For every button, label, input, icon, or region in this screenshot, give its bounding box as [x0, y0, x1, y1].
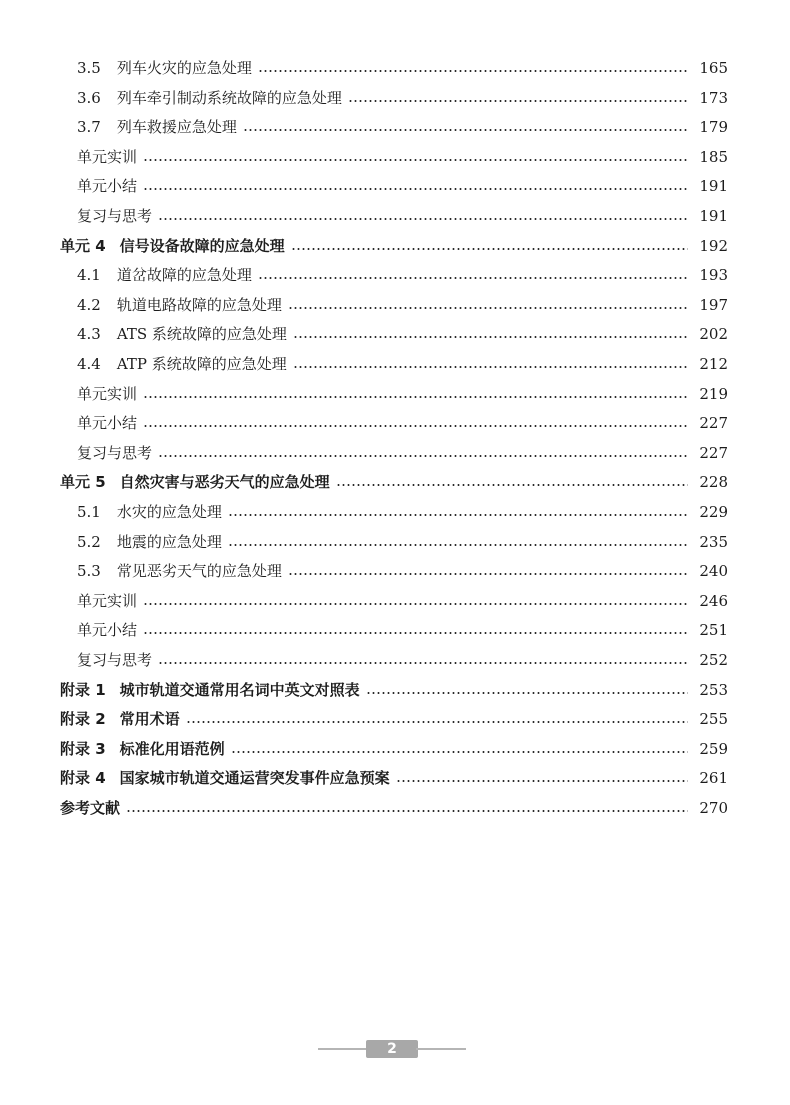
toc-dot-leader [288, 573, 688, 575]
toc-dot-leader [143, 188, 688, 190]
toc-entry-title: 复习与思考 [77, 443, 153, 462]
page-footer [318, 1040, 466, 1058]
toc-entry-title: 列车火灾的应急处理 [116, 59, 252, 77]
toc-entry-page: 212 [699, 355, 728, 373]
toc-entry-number: 3.5 [77, 59, 101, 77]
toc-entry-title: 自然灾害与恶劣天气的应急处理 [119, 473, 330, 492]
toc-entry[interactable] [77, 113, 728, 141]
toc-entry[interactable] [77, 646, 728, 674]
toc-dot-leader [186, 721, 688, 723]
toc-dot-leader [143, 632, 688, 634]
toc-dot-leader [158, 455, 688, 457]
toc-entry-page: 192 [699, 236, 728, 255]
toc-entry-page: 185 [699, 147, 728, 166]
toc-entry[interactable] [60, 735, 728, 763]
toc-dot-leader [258, 70, 688, 72]
toc-dot-leader [293, 366, 688, 368]
toc-entry-number: 3.7 [77, 118, 101, 137]
toc-entry-page: 165 [699, 59, 728, 77]
toc-entry[interactable] [77, 557, 728, 585]
toc-entry-title: 单元小结 [77, 414, 138, 433]
toc-entry[interactable] [77, 320, 728, 348]
toc-entry-number: 4.2 [77, 295, 101, 314]
toc-entry-number: 单元 4 [60, 236, 106, 255]
toc-entry[interactable] [77, 350, 728, 378]
toc-entry-page: 235 [699, 532, 728, 551]
toc-entry-page: 191 [699, 177, 728, 196]
toc-entry-page: 261 [699, 769, 728, 788]
toc-entry[interactable] [77, 439, 728, 467]
toc-entry-page: 252 [699, 651, 728, 669]
toc-entry-page: 227 [699, 443, 728, 462]
toc-entry-number: 3.6 [77, 88, 101, 107]
toc-entry-title: 国家城市轨道交通运营突发事件应急预案 [119, 769, 390, 788]
toc-entry[interactable] [77, 261, 728, 289]
page-number: 2 [366, 1040, 418, 1058]
toc-entry-title: 单元实训 [77, 591, 138, 610]
toc-entry[interactable] [77, 143, 728, 171]
toc-entry[interactable] [77, 202, 728, 230]
toc-entry-page: 193 [699, 266, 728, 285]
toc-entry[interactable] [77, 498, 728, 526]
toc-dot-leader [348, 100, 688, 102]
toc-entry[interactable] [77, 380, 728, 408]
footer-rule-right [416, 1048, 466, 1050]
toc-entry-page: 228 [699, 473, 728, 492]
toc-dot-leader [396, 780, 688, 782]
toc-entry-title: 标准化用语范例 [119, 739, 225, 758]
toc-entry-page: 229 [699, 503, 728, 521]
toc-dot-leader [126, 810, 688, 812]
toc-entry-number: 单元 5 [60, 473, 106, 492]
toc-entry-title: 单元小结 [77, 621, 138, 640]
toc-entry[interactable] [60, 705, 728, 733]
toc-entry[interactable] [77, 616, 728, 644]
toc-dot-leader [288, 307, 688, 309]
toc-dot-leader [336, 484, 688, 486]
toc-entry-page: 179 [699, 118, 728, 137]
toc-entry[interactable] [77, 54, 728, 82]
toc-entry-number: 5.1 [77, 503, 101, 521]
toc-dot-leader [143, 425, 688, 427]
toc-entry-title: 轨道电路故障的应急处理 [116, 295, 282, 314]
toc-entry-page: 251 [699, 621, 728, 640]
toc-dot-leader [293, 336, 688, 338]
toc-entry-title: 常用术语 [119, 710, 180, 729]
toc-entry-page: 227 [699, 414, 728, 433]
toc-dot-leader [228, 544, 688, 546]
toc-entry-page: 270 [699, 799, 728, 817]
toc-entry[interactable] [60, 468, 728, 496]
toc-entry-page: 240 [699, 562, 728, 581]
toc-entry-page: 255 [699, 710, 728, 729]
toc-entry-title: 城市轨道交通常用名词中英文对照表 [119, 680, 360, 699]
toc-entry-title: 参考文献 [60, 799, 121, 817]
toc-dot-leader [143, 159, 688, 161]
toc-dot-leader [291, 248, 688, 250]
toc-entry[interactable] [77, 528, 728, 556]
toc-entry-page: 191 [699, 207, 728, 225]
toc-entry-page: 253 [699, 680, 728, 699]
toc-entry-title: 地震的应急处理 [116, 532, 222, 551]
toc-entry-page: 202 [699, 325, 728, 344]
toc-dot-leader [228, 514, 688, 516]
toc-entry-number: 附录 2 [60, 710, 106, 729]
toc-entry-title: 列车救援应急处理 [116, 118, 237, 137]
toc-entry-title: 信号设备故障的应急处理 [119, 236, 285, 255]
toc-dot-leader [258, 277, 688, 279]
toc-dot-leader [158, 662, 688, 664]
toc-entry-title: ATS 系统故障的应急处理 [116, 325, 287, 344]
toc-entry-number: 4.3 [77, 325, 101, 344]
toc-entry[interactable] [60, 794, 728, 822]
toc-entry-title: 单元实训 [77, 147, 138, 166]
toc-dot-leader [143, 603, 688, 605]
toc-entry-number: 5.3 [77, 562, 101, 581]
toc-entry-number: 4.1 [77, 266, 101, 285]
toc-entry[interactable] [77, 172, 728, 200]
toc-entry-page: 259 [699, 739, 728, 758]
toc-entry[interactable] [60, 676, 728, 704]
toc-entry[interactable] [77, 291, 728, 319]
toc-dot-leader [231, 751, 688, 753]
toc-entry-number: 4.4 [77, 355, 101, 373]
toc-entry-title: 水灾的应急处理 [116, 503, 222, 521]
toc-entry[interactable] [77, 587, 728, 615]
toc-dot-leader [158, 218, 688, 220]
toc-dot-leader [366, 692, 688, 694]
toc-entry-title: 道岔故障的应急处理 [116, 266, 252, 285]
toc-entry[interactable] [60, 232, 728, 260]
toc-dot-leader [243, 129, 688, 131]
toc-entry-number: 附录 3 [60, 739, 106, 758]
toc-entry-page: 246 [699, 591, 728, 610]
toc-entry-number: 附录 4 [60, 769, 106, 788]
toc-entry-title: 单元实训 [77, 384, 138, 403]
toc-entry-title: 复习与思考 [77, 207, 153, 225]
toc-entry-page: 219 [699, 384, 728, 403]
toc-entry-page: 173 [699, 88, 728, 107]
toc-entry[interactable] [60, 764, 728, 792]
toc-entry-title: 复习与思考 [77, 651, 153, 669]
toc-entry-title: ATP 系统故障的应急处理 [116, 355, 287, 373]
toc-entry-number: 5.2 [77, 532, 101, 551]
toc-entry-title: 列车牵引制动系统故障的应急处理 [116, 88, 342, 107]
toc-entry-page: 197 [699, 295, 728, 314]
footer-rule-left [318, 1048, 368, 1050]
toc-entry-title: 单元小结 [77, 177, 138, 196]
toc-dot-leader [143, 396, 688, 398]
toc-entry[interactable] [77, 409, 728, 437]
toc-entry[interactable] [77, 84, 728, 112]
toc-entry-title: 常见恶劣天气的应急处理 [116, 562, 282, 581]
toc-entry-number: 附录 1 [60, 680, 106, 699]
